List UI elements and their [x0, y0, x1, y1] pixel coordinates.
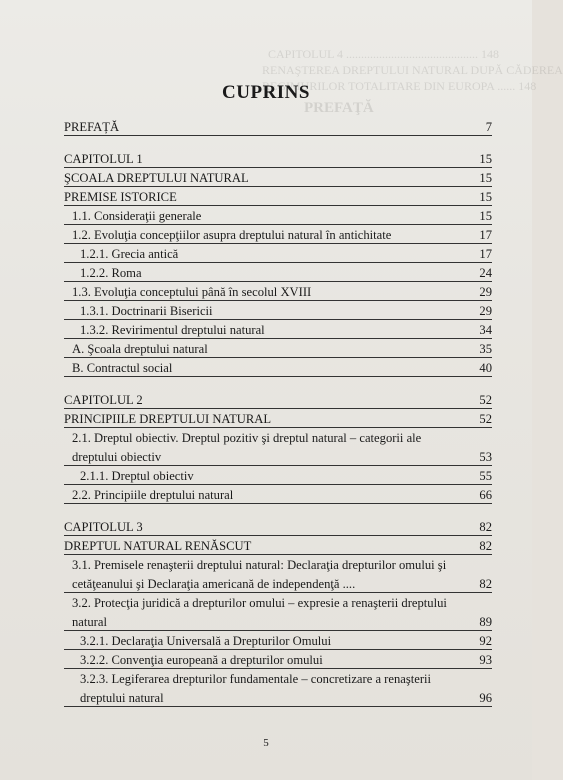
toc-entry-page: 92: [479, 634, 492, 648]
toc-entry-title: CAPITOLUL 2: [64, 393, 143, 407]
toc-entry: [64, 486, 492, 505]
toc-entry-title: DREPTUL NATURAL RENĂSCUT: [64, 539, 252, 553]
bleed-through-text: PREFAŢĂ: [304, 100, 374, 116]
toc-rule: [64, 408, 492, 409]
toc-rule: [64, 484, 492, 485]
toc-entry-page: 7: [485, 120, 492, 134]
toc-entry: [64, 467, 492, 486]
toc-entry-page: 29: [479, 285, 492, 299]
toc-entry-title: 2.1.1. Dreptul obiectiv: [80, 469, 194, 483]
section-gap: [64, 505, 492, 518]
toc-entry: [64, 359, 492, 378]
toc-entry-title: 1.2.2. Roma: [80, 266, 142, 280]
toc-entry-page: 96: [479, 691, 492, 705]
toc-rule: [64, 630, 492, 631]
toc-entry-page: 52: [479, 393, 492, 407]
toc-entry: [64, 594, 492, 632]
toc-entry-page: 17: [479, 247, 492, 261]
toc-entry-page: 66: [479, 488, 492, 502]
toc-entry: [64, 169, 492, 188]
toc-rule: [64, 205, 492, 206]
toc-entry: [64, 188, 492, 207]
toc-entry-page: 34: [479, 323, 492, 337]
toc-entry-title: 2.2. Principiile dreptului natural: [72, 488, 234, 502]
toc-rule: [64, 281, 492, 282]
toc-entry-title: 3.1. Premisele renaşterii dreptului natural: Declaraţia drepturilor omului şi cetăţeanului şi Declaraţia americană de independenţă ....: [72, 558, 447, 591]
toc-entry-page: 15: [479, 171, 492, 185]
toc-rule: [64, 262, 492, 263]
toc-entry: [64, 264, 492, 283]
toc-rule: [64, 427, 492, 428]
bleed-through-text: REGIMURILOR TOTALITARE DIN EUROPA ...... 148: [262, 79, 537, 93]
toc-entry-page: 82: [479, 577, 492, 591]
bleed-through-text: CAPITOLUL 4 ............................................ 148: [268, 47, 499, 61]
toc-entry-page: 82: [479, 520, 492, 534]
toc-entry: [64, 632, 492, 651]
toc-entry-title: CAPITOLUL 3: [64, 520, 143, 534]
toc-entry-title: A. Şcoala dreptului natural: [72, 342, 208, 356]
toc-entry: [64, 670, 492, 708]
bleed-through-text: RENAŞTEREA DREPTULUI NATURAL DUPĂ CĂDEREA: [262, 63, 563, 77]
toc-entry-page: 93: [479, 653, 492, 667]
toc-entry-page: 15: [479, 190, 492, 204]
toc-entry-page: 89: [479, 615, 492, 629]
toc-entry-page: 15: [479, 152, 492, 166]
table-of-contents: [64, 118, 492, 708]
toc-rule: [64, 535, 492, 536]
toc-entry-page: 29: [479, 304, 492, 318]
toc-rule: [64, 554, 492, 555]
toc-entry: [64, 321, 492, 340]
toc-entry-page: 55: [479, 469, 492, 483]
page-number: 5: [263, 737, 269, 749]
toc-rule: [64, 338, 492, 339]
toc-entry: [64, 150, 492, 169]
toc-entry: [64, 651, 492, 670]
toc-entry-title: 1.3.2. Revirimentul dreptului natural: [80, 323, 265, 337]
toc-entry-title: 3.2.2. Convenţia europeană a drepturilor omului: [80, 653, 323, 667]
toc-rule: [64, 319, 492, 320]
toc-entry-title: 3.2.1. Declaraţia Universală a Drepturilor Omului: [80, 634, 332, 648]
toc-entry-page: 15: [479, 209, 492, 223]
toc-rule: [64, 465, 492, 466]
toc-entry-title: PRINCIPIILE DREPTULUI NATURAL: [64, 412, 272, 426]
toc-entry-title: 2.1. Dreptul obiectiv. Dreptul pozitiv şi dreptul natural – categorii ale dreptului obiectiv: [72, 431, 422, 464]
toc-entry: [64, 226, 492, 245]
toc-entry-title: B. Contractul social: [72, 361, 173, 375]
toc-rule: [64, 592, 492, 593]
toc-rule: [64, 300, 492, 301]
toc-entry-page: 35: [479, 342, 492, 356]
toc-entry-page: 52: [479, 412, 492, 426]
toc-entry-title: 3.2.3. Legiferarea drepturilor fundamentale – concretizare a renaşterii dreptului natural: [80, 672, 432, 705]
toc-rule: [64, 376, 492, 377]
toc-rule: [64, 649, 492, 650]
section-gap: [64, 137, 492, 150]
section-gap: [64, 378, 492, 391]
toc-rule: [64, 224, 492, 225]
toc-rule: [64, 668, 492, 669]
toc-rule: [64, 167, 492, 168]
toc-entry: [64, 207, 492, 226]
toc-entry-title: 3.2. Protecţia juridică a drepturilor omului – expresie a renaşterii dreptului natural: [72, 596, 447, 629]
toc-entry: [64, 340, 492, 359]
toc-entry: [64, 283, 492, 302]
toc-entry: [64, 556, 492, 594]
toc-rule: [64, 135, 492, 136]
toc-rule: [64, 357, 492, 358]
toc-rule: [64, 706, 492, 707]
toc-entry-page: 24: [479, 266, 492, 280]
toc-entry: [64, 118, 492, 137]
toc-entry-title: 1.2. Evoluţia concepţiilor asupra dreptului natural în antichitate: [72, 228, 392, 242]
toc-entry-title: 1.2.1. Grecia antică: [80, 247, 179, 261]
toc-entry: [64, 302, 492, 321]
toc-entry-title: PREMISE ISTORICE: [64, 190, 177, 204]
toc-entry: [64, 429, 492, 467]
toc-entry-page: 53: [479, 450, 492, 464]
toc-entry: [64, 410, 492, 429]
toc-entry-title: PREFAȚĂ: [64, 120, 120, 134]
toc-entry: [64, 391, 492, 410]
toc-entry: [64, 537, 492, 556]
toc-entry: [64, 245, 492, 264]
toc-entry-page: 82: [479, 539, 492, 553]
toc-entry-title: 1.1. Consideraţii generale: [72, 209, 202, 223]
toc-rule: [64, 186, 492, 187]
toc-entry-title: CAPITOLUL 1: [64, 152, 143, 166]
toc-entry-page: 40: [479, 361, 492, 375]
toc-rule: [64, 503, 492, 504]
toc-entry: [64, 518, 492, 537]
toc-entry-title: ŞCOALA DREPTULUI NATURAL: [64, 171, 249, 185]
toc-entry-page: 17: [479, 228, 492, 242]
toc-entry-title: 1.3.1. Doctrinarii Bisericii: [80, 304, 213, 318]
page-title: CUPRINS: [222, 82, 310, 103]
toc-rule: [64, 243, 492, 244]
toc-entry-title: 1.3. Evoluţia conceptului până în secolul XVIII: [72, 285, 312, 299]
